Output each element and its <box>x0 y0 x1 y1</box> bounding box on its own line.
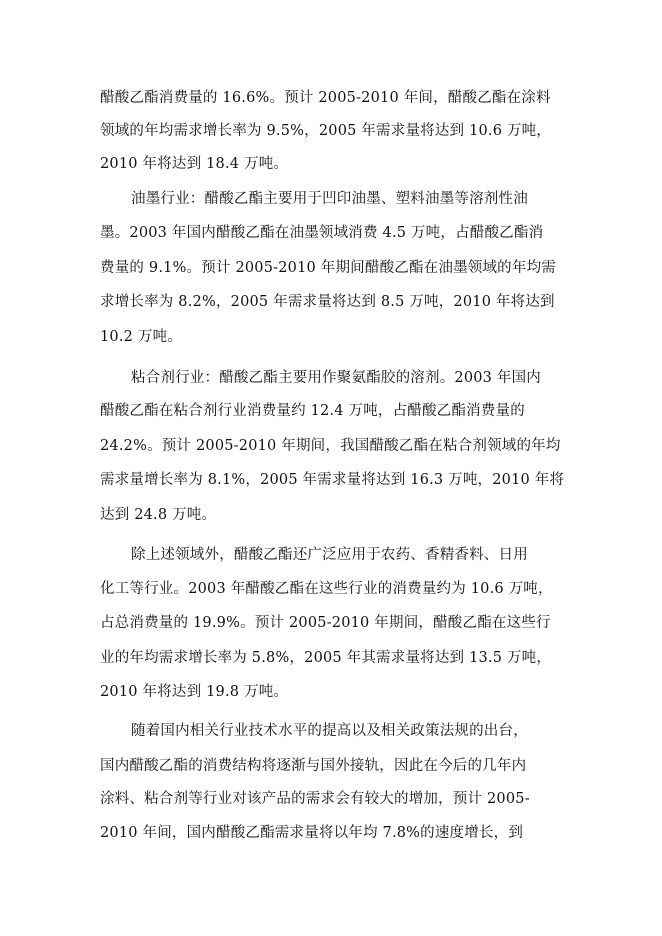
text-line: 涂料、粘合剂等行业对该产品的需求会有较大的增加，预计 2005- <box>100 791 530 807</box>
text-line: 业的年均需求增长率为 5.8%，2005 年其需求量将达到 13.5 万吨， <box>100 650 552 666</box>
text-line: 需求量增长率为 8.1%，2005 年需求量将达到 16.3 万吨，2010 年将 <box>100 472 565 488</box>
text-line: 领域的年均需求增长率为 9.5%，2005 年需求量将达到 10.6 万吨， <box>100 123 552 139</box>
text-line: 2010 年间，国内醋酸乙酯需求量将以年均 7.8%的速度增长，到 <box>100 825 524 841</box>
text-line: 24.2%。预计 2005-2010 年期间，我国醋酸乙酯在粘合剂领域的年均 <box>100 438 561 454</box>
text-line: 达到 24.8 万吨。 <box>100 507 217 523</box>
text-line: 醋酸乙酯消费量的 16.6%。预计 2005-2010 年间，醋酸乙酯在涂料 <box>100 90 551 106</box>
text-line: 费量的 9.1%。预计 2005-2010 年期间醋酸乙酯在油墨领域的年均需 <box>100 260 556 276</box>
paragraph-start-other: 除上述领域外，醋酸乙酯还广泛应用于农药、香精香料、日用 <box>131 547 528 563</box>
paragraph-start-ink: 油墨行业：醋酸乙酯主要用于凹印油墨、塑料油墨等溶剂性油 <box>131 191 528 207</box>
text-line: 国内醋酸乙酯的消费结构将逐渐与国外接轨，因此在今后的几年内 <box>100 758 527 774</box>
text-line: 醋酸乙酯在粘合剂行业消费量约 12.4 万吨，占醋酸乙酯消费量的 <box>100 403 525 419</box>
text-line: 求增长率为 8.2%，2005 年需求量将达到 8.5 万吨，2010 年将达到 <box>100 294 555 310</box>
text-line: 墨。2003 年国内醋酸乙酯在油墨领域消费 4.5 万吨，占醋酸乙酯消 <box>100 225 544 241</box>
paragraph-start-outlook: 随着国内相关行业技术水平的提高以及相关政策法规的出台， <box>131 723 528 739</box>
paragraph-start-adhesive: 粘合剂行业：醋酸乙酯主要用作聚氨酯胶的溶剂。2003 年国内 <box>131 370 542 386</box>
text-line: 2010 年将达到 19.8 万吨。 <box>100 684 289 700</box>
text-line: 化工等行业。2003 年醋酸乙酯在这些行业的消费量约为 10.6 万吨， <box>100 581 553 597</box>
text-line: 占总消费量的 19.9%。预计 2005-2010 年期间，醋酸乙酯在这些行 <box>100 615 551 631</box>
text-line: 2010 年将达到 18.4 万吨。 <box>100 156 289 172</box>
text-line: 10.2 万吨。 <box>100 329 182 345</box>
